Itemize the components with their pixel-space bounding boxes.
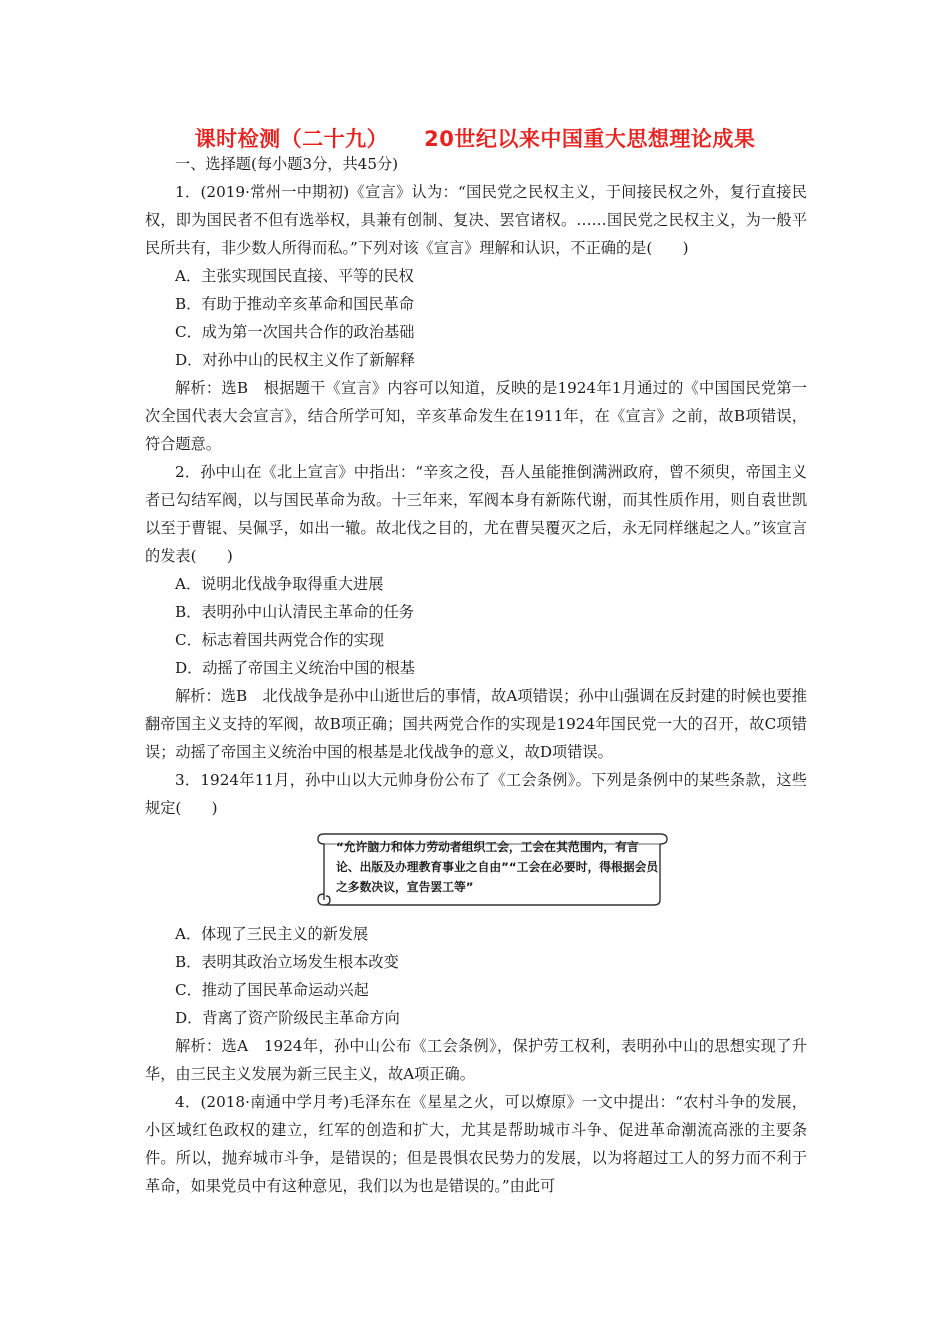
question-3-option-a: A．体现了三民主义的新发展 (175, 925, 369, 943)
question-3-option-c: C．推动了国民革命运动兴起 (175, 981, 369, 999)
question-1-option-d: D．对孙中山的民权主义作了新解释 (175, 351, 415, 369)
question-1-stem: 1．(2019·常州一中期初)《宣言》认为：“国民党之民权主义，于间接民权之外，复行直接民权，即为国民者不但有选举权，具兼有创制、复决、罢官诸权。……国民党之民权主义，为一般平民所共有，非少数人所得而私。”下列对该《宣言》理解和认识，不正确的是( ) (145, 183, 807, 257)
title-part2: 20世纪以来中国重大思想理论成果 (424, 127, 756, 151)
question-1-option-a: A．主张实现国民直接、平等的民权 (175, 267, 414, 285)
quote-text: “允许脑力和体力劳动者组织工会，工会在其范围内，有言论、出版及办理教育事业之自由”“工会在必要时，得根据会员之多数决议，宣告罢工等” (336, 840, 659, 894)
question-1-analysis: 解析：选B 根据题干《宣言》内容可以知道，反映的是1924年1月通过的《中国国民党第一次全国代表大会宣言》，结合所学可知，辛亥革命发生在1911年，在《宣言》之前，故B项错误，符合题意。 (145, 379, 807, 453)
question-2-option-c: C．标志着国共两党合作的实现 (175, 631, 385, 649)
scroll-quote-box (316, 828, 670, 908)
question-3-stem: 3．1924年11月，孙中山以大元帅身份公布了《工会条例》。下列是条例中的某些条款，这些规定( ) (145, 771, 807, 817)
question-1-option-c: C．成为第一次国共合作的政治基础 (175, 323, 415, 341)
page-title (0, 123, 950, 153)
question-3-option-d: D．背离了资产阶级民主革命方向 (175, 1009, 400, 1027)
title-part1: 课时检测（二十九） (194, 127, 389, 151)
question-2-analysis: 解析：选B 北伐战争是孙中山逝世后的事情，故A项错误；孙中山强调在反封建的时候也要推翻帝国主义支持的军阀，故B项正确；国共两党合作的实现是1924年国民党一大的召开，故C项错误；动摇了帝国主义统治中国的根基是北伐战争的意义，故D项错误。 (145, 687, 807, 761)
question-2-option-b: B．表明孙中山认清民主革命的任务 (175, 603, 414, 621)
section-heading: 一、选择题(每小题3分，共45分) (175, 155, 399, 173)
question-2-option-d: D．动摇了帝国主义统治中国的根基 (175, 659, 415, 677)
question-3-option-b: B．表明其政治立场发生根本改变 (175, 953, 399, 971)
question-2-option-a: A．说明北伐战争取得重大进展 (175, 575, 384, 593)
question-2-stem: 2．孙中山在《北上宣言》中指出：“辛亥之役，吾人虽能推倒满洲政府，曾不须臾，帝国主义者已勾结军阀，以与国民革命为敌。十三年来，军阀本身有新陈代谢，而其性质作用，则自袁世凯以至于曹锟、吴佩孚，如出一辙。故北伐之目的，尤在曹吴覆灭之后，永无同样继起之人。”该宣言的发表( ) (145, 463, 807, 565)
question-3-analysis: 解析：选A 1924年，孙中山公布《工会条例》，保护劳工权利，表明孙中山的思想实现了升华，由三民主义发展为新三民主义，故A项正确。 (145, 1037, 807, 1083)
document-body (145, 150, 807, 1200)
question-4-stem: 4．(2018·南通中学月考)毛泽东在《星星之火，可以燎原》一文中提出：“农村斗争的发展，小区域红色政权的建立，红军的创造和扩大，尤其是帮助城市斗争、促进革命潮流高涨的主要条件。所以，抛弃城市斗争，是错误的；但是畏惧农民势力的发展，以为将超过工人的努力而不利于革命，如果党员中有这种意见，我们以为也是错误的。”由此可 (145, 1093, 807, 1195)
question-1-option-b: B．有助于推动辛亥革命和国民革命 (175, 295, 414, 313)
